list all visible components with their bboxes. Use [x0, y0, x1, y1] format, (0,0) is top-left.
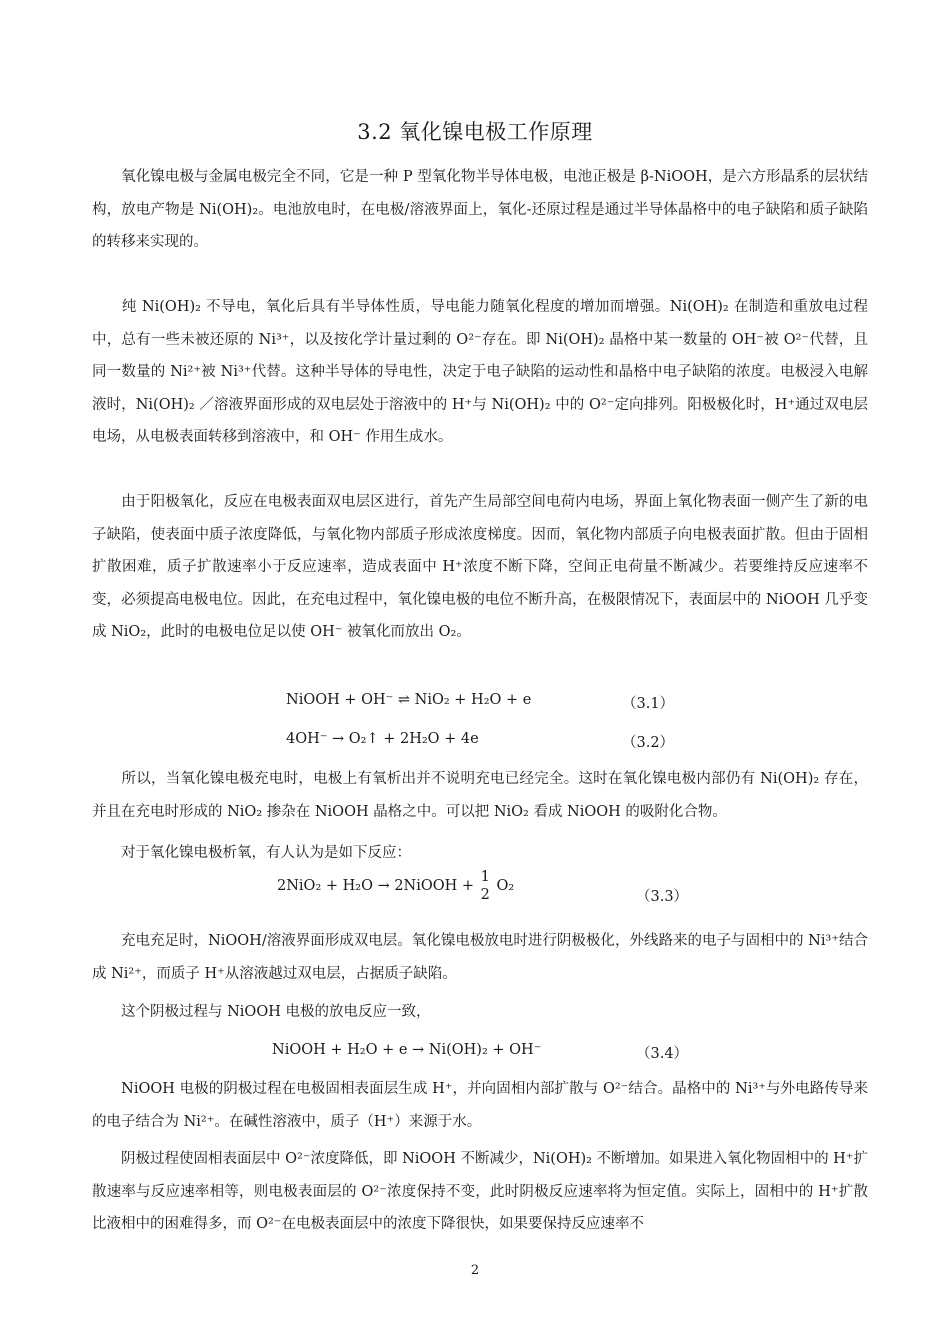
fraction-numerator: 1	[480, 869, 490, 885]
paragraph-4: 所以，当氧化镍电极充电时，电极上有氧析出并不说明充电已经完全。这时在氧化镍电极内部仍有 Ni(OH)₂ 存在，并且在充电时形成的 NiO₂ 掺杂在 NiOOH 晶格之中。可以把 NiO₂ 看成 NiOOH 的吸附化合物。	[92, 771, 868, 820]
paragraph-6: 充电充足时，NiOOH/溶液界面形成双电层。氧化镍电极放电时进行阴极极化，外线路来的电子与固相中的 Ni³⁺结合成 Ni²⁺，而质子 H⁺从溶液越过双电层，占据质子缺陷。	[92, 933, 868, 982]
equation-number-3-3: （3.3）	[636, 889, 689, 905]
equation-3-1: NiOOH + OH⁻ ⇌ NiO₂ + H₂O + e	[286, 692, 532, 708]
equation-3-4: NiOOH + H₂O + e → Ni(OH)₂ + OH⁻	[272, 1042, 542, 1058]
equation-3-3-left: 2NiO₂ + H₂O → 2NiOOH +	[277, 878, 475, 894]
equation-number-3-2: （3.2）	[622, 735, 675, 751]
paragraph-9: 阴极过程使固相表面层中 O²⁻浓度降低，即 NiOOH 不断减少，Ni(OH)₂ 不断增加。如果进入氧化物固相中的 H⁺扩散速率与反应速率相等，则电极表面层的 O²⁻浓度保持不变，此时阴极反应速率将为恒定值。实际上，固相中的 H⁺扩散比液相中的困难得多，而 O²⁻在电极表面层中的浓度下降很快，如果要保持反应速率不	[92, 1151, 868, 1232]
paragraph-1: 氧化镍电极与金属电极完全不同，它是一种 P 型氧化物半导体电极，电池正极是 β-NiOOH，是六方形晶系的层状结构，放电产物是 Ni(OH)₂。电池放电时，在电极/溶液界面上，氧化-还原过程是通过半导体晶格中的电子缺陷和质子缺陷的转移来实现的。	[92, 169, 868, 250]
paragraph-7: 这个阴极过程与 NiOOH 电极的放电反应一致，	[92, 1004, 431, 1020]
equation-3-2: 4OH⁻ → O₂↑ + 2H₂O + 4e	[286, 731, 479, 747]
fraction	[481, 868, 490, 904]
equation-number-3-1: （3.1）	[622, 696, 675, 712]
fraction-denominator: 2	[480, 887, 490, 903]
paragraph-8: NiOOH 电极的阴极过程在电极固相表面层生成 H⁺，并向固相内部扩散与 O²⁻结合。晶格中的 Ni³⁺与外电路传导来的电子结合为 Ni²⁺。在碱性溶液中，质子（H⁺）来源于水。	[92, 1081, 868, 1130]
section-title: 3.2 氧化镍电极工作原理	[357, 120, 593, 144]
paragraph-3: 由于阳极氧化，反应在电极表面双电层区进行，首先产生局部空间电荷内电场，界面上氧化物表面一侧产生了新的电子缺陷，使表面中质子浓度降低，与氧化物内部质子形成浓度梯度。因而，氧化物内部质子向电极表面扩散。但由于固相扩散困难，质子扩散速率小于反应速率，造成表面中 H⁺浓度不断下降，空间正电荷量不断减少。若要维持反应速率不变，必须提高电极电位。因此，在充电过程中，氧化镍电极的电位不断升高，在极限情况下，表面层中的 NiOOH 几乎变成 NiO₂，此时的电极电位足以使 OH⁻ 被氧化而放出 O₂。	[92, 494, 868, 640]
page-number: 2	[470, 1263, 480, 1278]
paragraph-5: 对于氧化镍电极析氧，有人认为是如下反应：	[92, 845, 411, 861]
paragraph-2: 纯 Ni(OH)₂ 不导电，氧化后具有半导体性质，导电能力随氧化程度的增加而增强。Ni(OH)₂ 在制造和重放电过程中，总有一些未被还原的 Ni³⁺，以及按化学计量过剩的 O²⁻存在。即 Ni(OH)₂ 晶格中某一数量的 OH⁻被 O²⁻代替，且同一数量的 Ni²⁺被 Ni³⁺代替。这种半导体的导电性，决定于电子缺陷的运动性和晶格中电子缺陷的浓度。电极浸入电解液时，Ni(OH)₂ ／溶液界面形成的双电层处于溶液中的 H⁺与 Ni(OH)₂ 中的 O²⁻定向排列。阳极极化时，H⁺通过双电层电场，从电极表面转移到溶液中，和 OH⁻ 作用生成水。	[92, 299, 868, 445]
equation-number-3-4: （3.4）	[636, 1046, 689, 1062]
equation-3-3-right: O₂	[496, 878, 515, 894]
equation-3-3	[277, 868, 514, 904]
